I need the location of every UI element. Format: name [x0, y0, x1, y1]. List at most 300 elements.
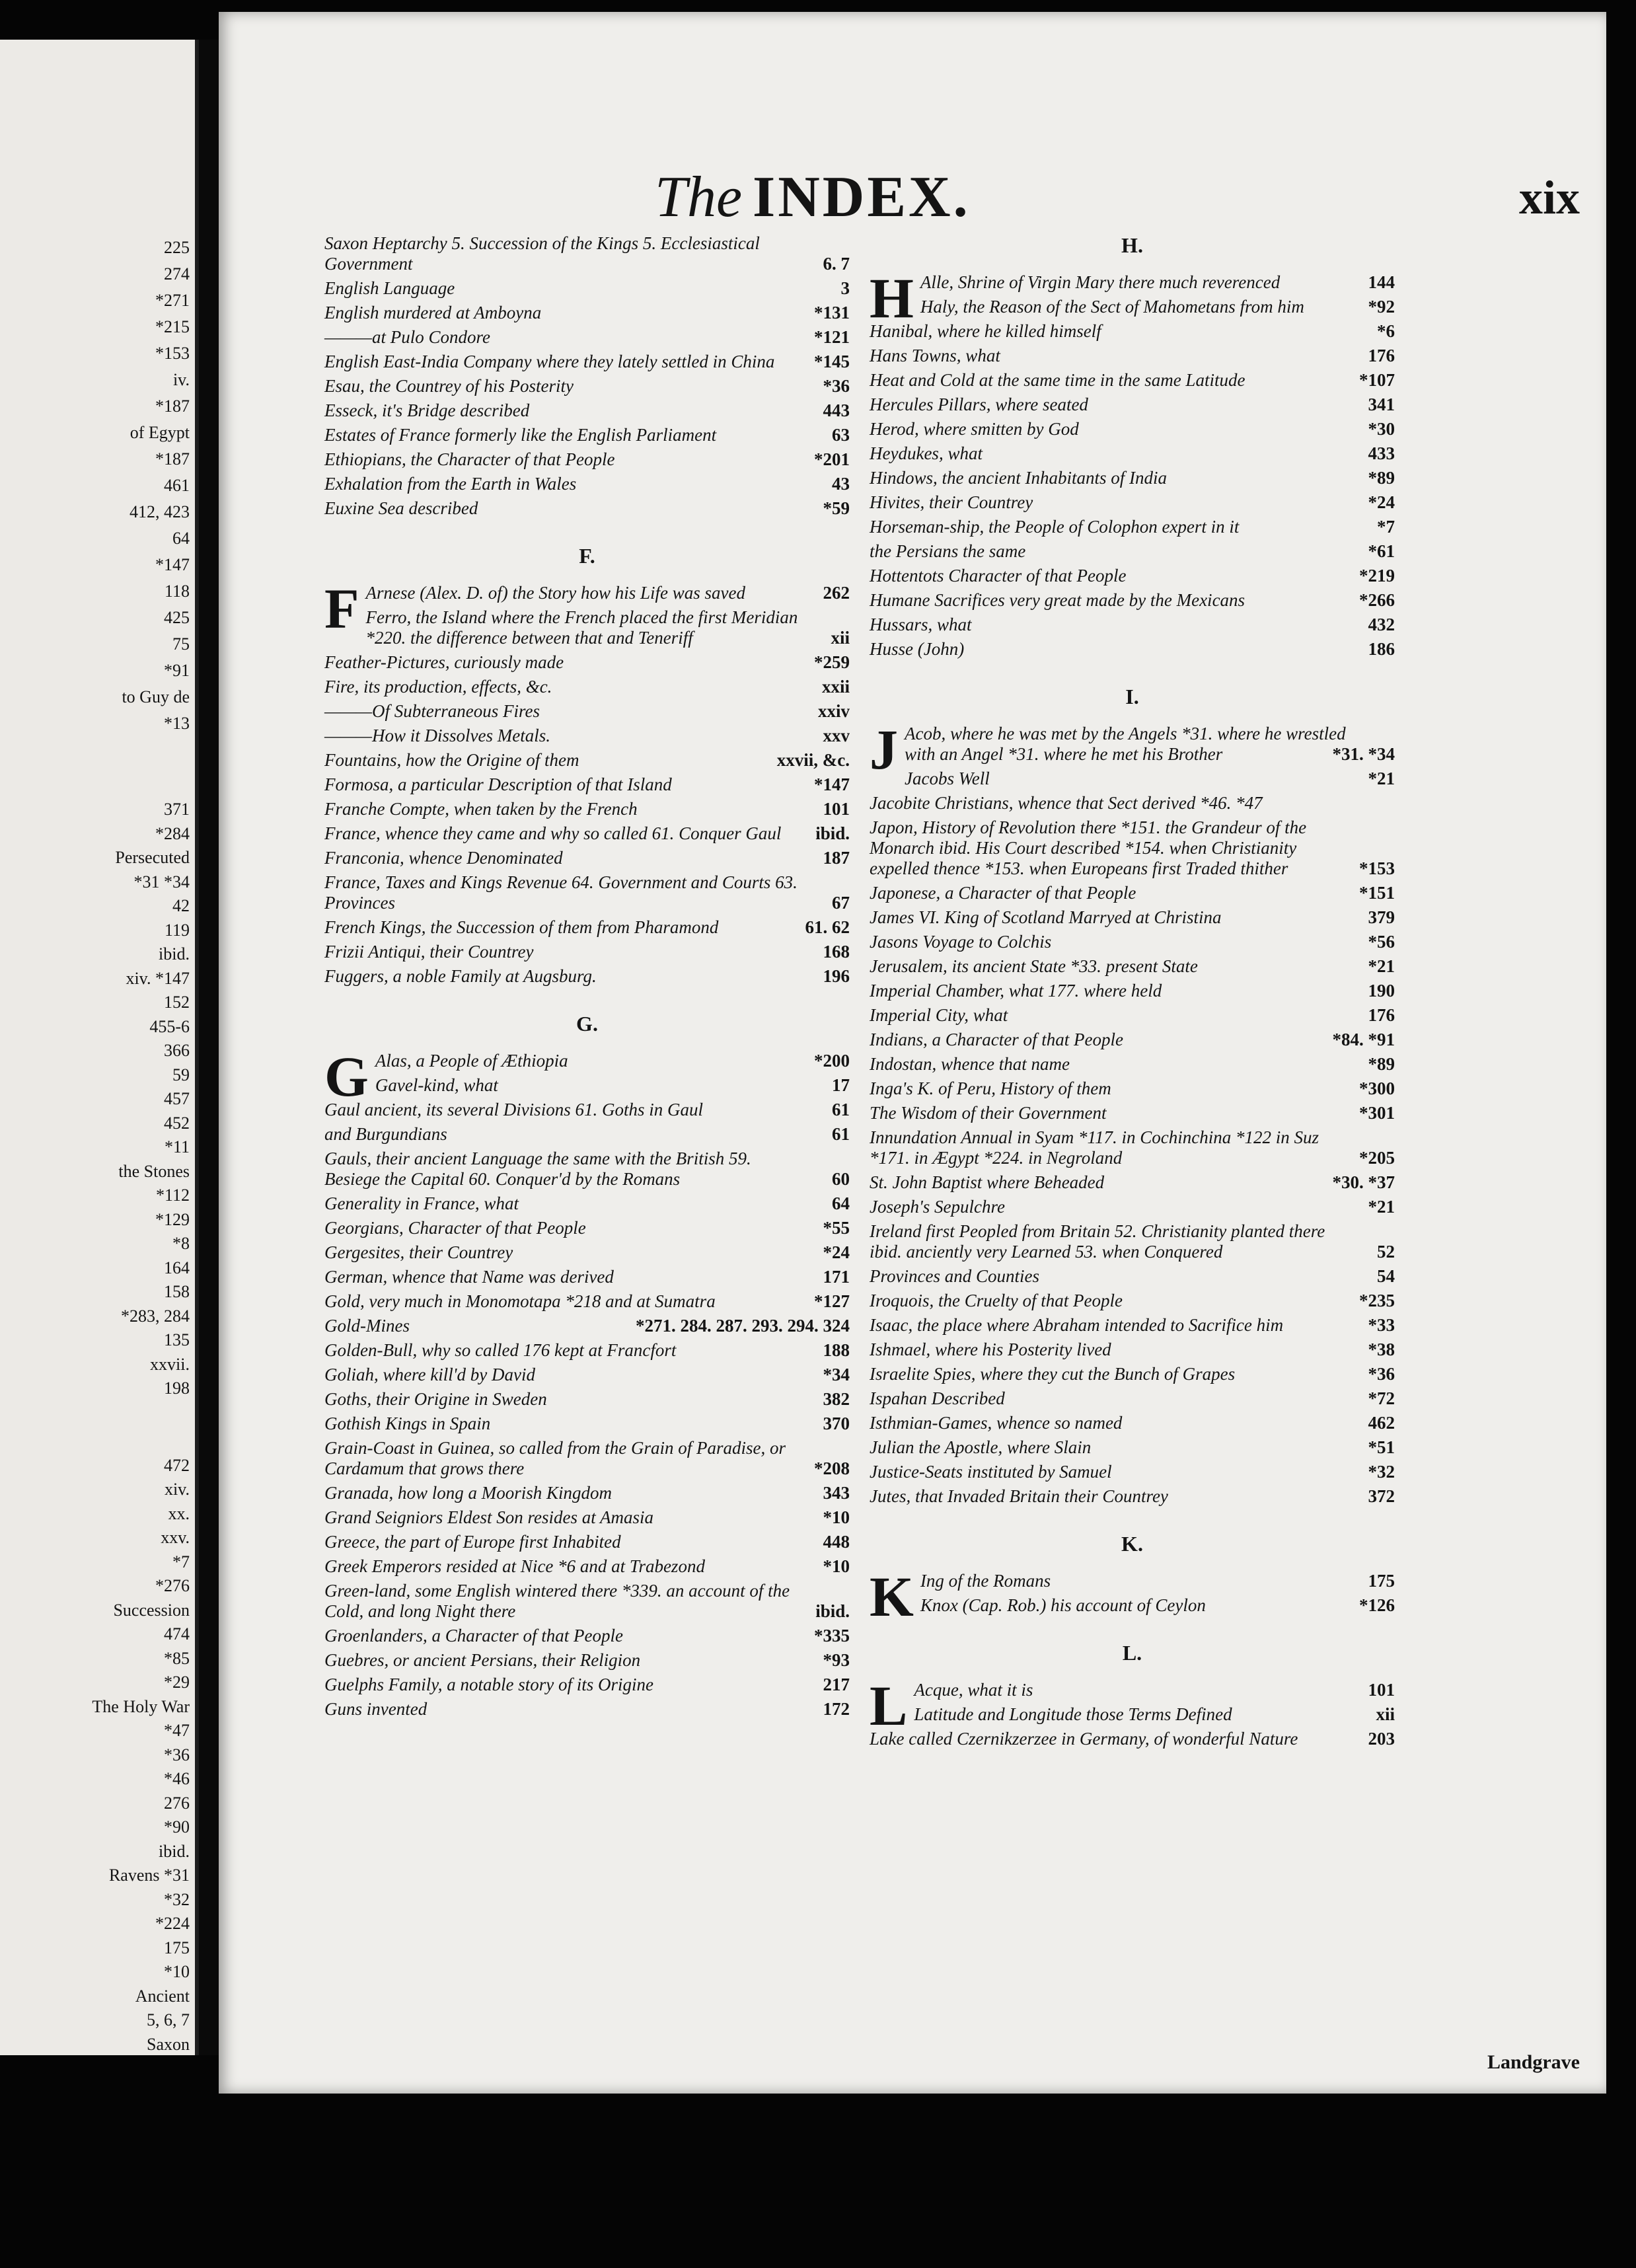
index-entry	[870, 1266, 1395, 1287]
entry-text: Fuggers, a noble Family at Augsburg.	[324, 966, 597, 986]
entry-page-ref: *200	[814, 1051, 850, 1071]
entry-text: Exhalation from the Earth in Wales	[324, 474, 577, 494]
index-entry	[324, 607, 850, 648]
entry-page-ref: *10	[823, 1507, 850, 1527]
index-entry	[870, 590, 1395, 611]
entry-page-ref: ibid.	[815, 1601, 850, 1621]
index-entry	[324, 1675, 850, 1695]
index-column-right	[870, 233, 1395, 1753]
index-entry	[870, 1172, 1395, 1193]
index-entry	[870, 1595, 1395, 1616]
index-entry	[324, 652, 850, 673]
entry-text: Indians, a Character of that People	[870, 1030, 1123, 1049]
entry-page-ref: xxv	[823, 726, 850, 745]
index-entry	[870, 1729, 1395, 1749]
facing-page-text: *112	[155, 1186, 190, 1205]
entry-page-ref: *92	[1368, 297, 1395, 317]
index-entry	[870, 517, 1395, 537]
index-entry	[324, 799, 850, 819]
entry-text: Jasons Voyage to Colchis	[870, 932, 1052, 952]
entry-text: Indostan, whence that name	[870, 1054, 1070, 1074]
entry-page-ref: *151	[1359, 883, 1395, 903]
entry-text: Grand Seigniors Eldest Son resides at Amasia	[324, 1507, 653, 1527]
index-entry	[870, 1340, 1395, 1360]
entry-page-ref: 17	[832, 1075, 850, 1095]
index-entry	[870, 883, 1395, 903]
entry-page-ref: *21	[1368, 1197, 1395, 1217]
facing-page-text: *283, 284	[121, 1306, 190, 1326]
index-entry	[870, 1054, 1395, 1075]
facing-page-text: 175	[164, 1938, 190, 1957]
entry-text: Ing of the Romans	[920, 1571, 1051, 1591]
entry-page-ref: *24	[823, 1242, 850, 1262]
entry-page-ref: *300	[1359, 1078, 1395, 1098]
entry-text: Hanibal, where he killed himself	[870, 321, 1101, 341]
index-entry	[870, 793, 1395, 813]
entry-page-ref: 171	[823, 1267, 850, 1287]
entry-page-ref: *266	[1359, 590, 1395, 610]
entry-text: Isaac, the place where Abraham intended to Sacrifice him	[870, 1315, 1284, 1335]
facing-page-text: Ravens *31	[108, 1866, 190, 1885]
entry-page-ref: *301	[1359, 1103, 1395, 1123]
entry-text: Heydukes, what	[870, 443, 983, 463]
facing-page-text: 118	[164, 582, 190, 601]
entry-text: Ispahan Described	[870, 1388, 1005, 1408]
entry-page-ref: *84. *91	[1332, 1030, 1395, 1049]
entry-page-ref: 341	[1368, 395, 1395, 414]
index-entry	[324, 1291, 850, 1312]
entry-text: The Wisdom of their Government	[870, 1103, 1107, 1123]
index-entry	[870, 1364, 1395, 1384]
entry-page-ref: 372	[1368, 1486, 1395, 1506]
entry-page-ref: *208	[814, 1458, 850, 1478]
entry-page-ref: 262	[823, 583, 850, 603]
facing-page-text: *29	[164, 1673, 190, 1692]
entry-text: Estates of France formerly like the English Parliament	[324, 425, 717, 445]
facing-page-text: *147	[155, 555, 190, 574]
entry-text: Ferro, the Island where the French placed the first Meridian *220. the difference between that and Teneriff	[365, 607, 798, 648]
entry-page-ref: 61	[832, 1124, 850, 1144]
drop-cap: J	[870, 718, 898, 781]
entry-text: Arnese (Alex. D. of) the Story how his Life was saved	[365, 583, 745, 603]
entry-text: Greece, the part of Europe first Inhabited	[324, 1532, 621, 1552]
entry-page-ref: 443	[823, 400, 850, 420]
entry-text: Groenlanders, a Character of that People	[324, 1626, 623, 1645]
entry-text: Gothish Kings in Spain	[324, 1414, 491, 1433]
entry-page-ref: 63	[832, 425, 850, 445]
entry-page-ref: ibid.	[815, 823, 850, 843]
entry-page-ref: 3	[840, 278, 850, 298]
entry-text: Joseph's Sepulchre	[870, 1197, 1005, 1217]
entry-page-ref: *55	[823, 1218, 850, 1238]
entry-text: and Burgundians	[324, 1124, 447, 1144]
index-entry	[324, 1242, 850, 1263]
entry-text: Saxon Heptarchy 5. Succession of the Kings 5. Ecclesiastical Government	[324, 233, 760, 274]
index-entry	[870, 492, 1395, 513]
letter-heading-l: L.	[1122, 1641, 1142, 1665]
index-entry	[870, 639, 1395, 660]
entry-page-ref: 67	[832, 893, 850, 913]
entry-page-ref: *259	[814, 652, 850, 672]
entry-page-ref: xxii	[821, 677, 850, 697]
facing-page-text: *32	[164, 1889, 190, 1909]
index-entry	[870, 468, 1395, 488]
index-entry	[870, 1197, 1395, 1217]
index-entry	[324, 1650, 850, 1671]
facing-page-text: *153	[155, 344, 190, 363]
entry-text: Husse (John)	[870, 639, 965, 659]
index-entry	[870, 1462, 1395, 1482]
index-entry	[324, 872, 850, 913]
entry-page-ref: 172	[823, 1699, 850, 1719]
facing-page-text: *215	[155, 317, 190, 336]
entry-page-ref: 61. 62	[805, 917, 850, 937]
index-entry	[324, 425, 850, 445]
entry-text: Iroquois, the Cruelty of that People	[870, 1291, 1123, 1310]
entry-text: Formosa, a particular Description of that Island	[324, 775, 672, 794]
entry-page-ref: *271. 284. 287. 293. 294. 324	[636, 1316, 850, 1336]
entry-text: Gaul ancient, its several Divisions 61. Goths in Gaul	[324, 1100, 703, 1119]
letter-heading-g: G.	[576, 1012, 598, 1036]
entry-page-ref: *121	[814, 327, 850, 347]
index-entry	[870, 932, 1395, 952]
entry-page-ref: xii	[831, 628, 850, 648]
facing-page-text: Succession	[113, 1600, 190, 1620]
entry-text: Goths, their Origine in Sweden	[324, 1389, 547, 1409]
entry-page-ref: *131	[814, 303, 850, 322]
index-entry	[324, 400, 850, 421]
index-entry	[324, 1365, 850, 1385]
entry-text: Jacobite Christians, whence that Sect derived *46. *47	[870, 793, 1263, 813]
entry-page-ref: *147	[814, 775, 850, 794]
facing-page-text: xiv.	[164, 1480, 190, 1499]
entry-text: Goliah, where kill'd by David	[324, 1365, 535, 1384]
entry-text: Ethiopians, the Character of that People	[324, 449, 615, 469]
entry-text: Knox (Cap. Rob.) his account of Ceylon	[920, 1595, 1206, 1615]
entry-text: Franche Compte, when taken by the French	[324, 799, 638, 819]
index-entry	[324, 677, 850, 697]
index-entry	[324, 1389, 850, 1410]
index-entry	[324, 1483, 850, 1503]
entry-text: ———at Pulo Condore	[324, 327, 491, 347]
index-entry	[870, 1005, 1395, 1026]
index-entry	[324, 726, 850, 746]
entry-text: Guns invented	[324, 1699, 428, 1719]
catchword: Landgrave	[1487, 2051, 1580, 2073]
facing-page-text: iv.	[172, 370, 190, 389]
entry-text: Generality in France, what	[324, 1193, 519, 1213]
index-entry	[870, 1030, 1395, 1050]
entry-text: Fire, its production, effects, &c.	[324, 677, 552, 697]
facing-page-text: *129	[155, 1209, 190, 1229]
entry-text: Innundation Annual in Syam *117. in Cochinchina *122 in Suz *171. in Ægypt *224. in Negroland	[870, 1127, 1319, 1168]
letter-heading-f: F.	[579, 544, 595, 568]
entry-text: St. John Baptist where Beheaded	[870, 1172, 1105, 1192]
entry-text: Jerusalem, its ancient State *33. present State	[870, 956, 1198, 976]
entry-page-ref: *89	[1368, 1054, 1395, 1074]
letter-heading-k: K.	[1121, 1532, 1143, 1556]
index-entry	[324, 1218, 850, 1238]
entry-page-ref: 52	[1377, 1242, 1395, 1262]
entry-page-ref: 379	[1368, 907, 1395, 927]
facing-page-text: 371	[164, 800, 190, 819]
facing-page-text: 474	[164, 1624, 190, 1644]
entry-page-ref: *7	[1377, 517, 1395, 537]
facing-page-text: 158	[164, 1282, 190, 1301]
facing-page-text: *187	[155, 449, 190, 469]
entry-text: English murdered at Amboyna	[324, 303, 542, 322]
entry-text: Guebres, or ancient Persians, their Religion	[324, 1650, 641, 1670]
facing-page-text: Ancient	[135, 1986, 190, 2006]
entry-page-ref: 448	[823, 1532, 850, 1552]
entry-text: Gold-Mines	[324, 1316, 410, 1336]
index-entry	[870, 370, 1395, 391]
entry-text: Inga's K. of Peru, History of them	[870, 1078, 1111, 1098]
entry-page-ref: 196	[823, 966, 850, 986]
index-entry	[870, 817, 1395, 879]
entry-page-ref: *61	[1368, 541, 1395, 561]
entry-page-ref: *107	[1359, 370, 1395, 390]
entry-page-ref: *21	[1368, 769, 1395, 788]
facing-page-fragment	[0, 40, 199, 2055]
facing-page-text: *90	[164, 1817, 190, 1836]
entry-page-ref: *21	[1368, 956, 1395, 976]
entry-text: Hans Towns, what	[870, 346, 1000, 365]
facing-page-text: 64	[172, 529, 190, 548]
index-entry	[870, 1413, 1395, 1433]
index-entry	[324, 327, 850, 348]
index-entry	[870, 419, 1395, 439]
index-entry	[870, 1291, 1395, 1311]
page-number: xix	[1518, 171, 1580, 224]
facing-page-text: the Stones	[118, 1161, 190, 1181]
entry-page-ref: 101	[1368, 1680, 1395, 1700]
facing-page-text: 5, 6, 7	[147, 2010, 190, 2029]
index-entry	[870, 346, 1395, 366]
entry-text: Esseck, it's Bridge described	[324, 400, 530, 420]
entry-page-ref: xxvii, &c.	[776, 750, 850, 770]
index-entry	[324, 750, 850, 771]
facing-page-text: *47	[164, 1721, 190, 1740]
entry-page-ref: 176	[1368, 1005, 1395, 1025]
drop-cap: L	[870, 1674, 908, 1737]
index-entry	[870, 1704, 1395, 1725]
entry-text: Ishmael, where his Posterity lived	[870, 1340, 1111, 1359]
entry-text: Hercules Pillars, where seated	[870, 395, 1088, 414]
entry-text: Hivites, their Countrey	[870, 492, 1033, 512]
entry-page-ref: *127	[814, 1291, 850, 1311]
facing-page-text: *46	[164, 1769, 190, 1788]
entry-page-ref: *36	[1368, 1364, 1395, 1384]
facing-page-text: 198	[164, 1379, 190, 1398]
entry-page-ref: *201	[814, 449, 850, 469]
entry-page-ref: *205	[1359, 1148, 1395, 1168]
entry-text: Jacobs Well	[905, 769, 990, 788]
index-entry	[870, 956, 1395, 977]
entry-text: James VI. King of Scotland Marryed at Christina	[870, 907, 1222, 927]
facing-page-text: *36	[164, 1745, 190, 1764]
facing-page-text: *224	[155, 1914, 190, 1933]
facing-page-text: xxvii.	[150, 1354, 190, 1374]
entry-text: Golden-Bull, why so called 176 kept at Francfort	[324, 1340, 677, 1360]
entry-text: Euxine Sea described	[324, 498, 478, 518]
entry-text: Hindows, the ancient Inhabitants of India	[870, 468, 1167, 488]
entry-page-ref: 144	[1368, 272, 1395, 292]
facing-page-text: *7	[172, 1552, 190, 1571]
entry-page-ref: *32	[1368, 1462, 1395, 1482]
facing-page-text: *91	[164, 661, 190, 680]
facing-page-text: xx.	[168, 1503, 190, 1523]
entry-page-ref: 203	[1368, 1729, 1395, 1749]
index-entry	[870, 1315, 1395, 1336]
entries-f	[324, 577, 850, 987]
index-page	[219, 12, 1606, 2094]
entry-text: Frizii Antiqui, their Countrey	[324, 942, 534, 962]
entry-text: French Kings, the Succession of them from Pharamond	[324, 917, 719, 937]
entry-text: English Language	[324, 278, 455, 298]
entry-text: Acque, what it is	[914, 1680, 1033, 1700]
entry-text: France, Taxes and Kings Revenue 64. Government and Courts 63. Provinces	[324, 872, 798, 913]
index-entry	[324, 848, 850, 868]
entry-text: ———How it Dissolves Metals.	[324, 726, 551, 745]
entry-page-ref: *10	[823, 1556, 850, 1576]
index-entry	[870, 1221, 1395, 1262]
index-entry	[324, 1267, 850, 1287]
entry-page-ref: 462	[1368, 1413, 1395, 1433]
entry-text: the Persians the same	[870, 541, 1026, 561]
entry-page-ref: *335	[814, 1626, 850, 1645]
entry-text: Franconia, whence Denominated	[324, 848, 563, 868]
entries-h	[870, 266, 1395, 660]
entry-page-ref: 432	[1368, 615, 1395, 634]
entry-text: Gauls, their ancient Language the same with the British 59. Besiege the Capital 60. Conquer'd by the Romans	[324, 1149, 751, 1189]
index-entry	[324, 233, 850, 274]
entry-text: Heat and Cold at the same time in the same Latitude	[870, 370, 1246, 390]
facing-page-text: 152	[164, 993, 190, 1012]
entry-text: Japonese, a Character of that People	[870, 883, 1136, 903]
index-entry	[324, 1149, 850, 1190]
entry-page-ref: 64	[832, 1193, 850, 1213]
letter-heading-i: I.	[1125, 685, 1139, 708]
entry-page-ref: 382	[823, 1389, 850, 1409]
entry-page-ref: *30. *37	[1332, 1172, 1395, 1192]
index-entry	[324, 1414, 850, 1434]
facing-page-text: 472	[164, 1455, 190, 1475]
entry-text: Grain-Coast in Guinea, so called from the Grain of Paradise, or Cardamum that grows there	[324, 1438, 786, 1478]
entry-text: Granada, how long a Moorish Kingdom	[324, 1483, 613, 1503]
index-entry	[870, 1486, 1395, 1507]
facing-page-text: The Holy War	[92, 1696, 190, 1716]
entry-page-ref: 168	[823, 942, 850, 962]
facing-page-text: *11	[164, 1137, 190, 1156]
facing-page-text: 457	[164, 1089, 190, 1108]
index-column-left	[324, 233, 850, 1723]
entry-page-ref: 43	[832, 474, 850, 494]
facing-page-text: Saxon	[147, 2034, 190, 2054]
entry-text: Jutes, that Invaded Britain their Countrey	[870, 1486, 1168, 1506]
facing-page-text: 276	[164, 1793, 190, 1813]
facing-page-text: 135	[164, 1330, 190, 1349]
index-entry	[324, 1124, 850, 1145]
drop-cap: K	[870, 1565, 914, 1628]
entry-text: Fountains, how the Origine of them	[324, 750, 579, 770]
entry-text: Provinces and Counties	[870, 1266, 1039, 1286]
entry-page-ref: *51	[1368, 1437, 1395, 1457]
index-entry	[324, 278, 850, 299]
entry-text: Guelphs Family, a notable story of its Origine	[324, 1675, 653, 1694]
drop-cap: H	[870, 266, 914, 330]
index-entry	[870, 907, 1395, 928]
entry-text: Lake called Czernikzerzee in Germany, of wonderful Nature	[870, 1729, 1298, 1749]
entry-text: Haly, the Reason of the Sect of Mahometans from him	[920, 297, 1304, 317]
index-entry	[324, 917, 850, 938]
facing-page-text: 461	[164, 476, 190, 495]
entry-page-ref: *33	[1368, 1315, 1395, 1335]
facing-page-text: *85	[164, 1648, 190, 1668]
entry-page-ref: 176	[1368, 346, 1395, 365]
facing-page-text: 42	[172, 896, 190, 915]
entry-page-ref: *153	[1359, 858, 1395, 878]
index-entry	[324, 1699, 850, 1720]
index-entry	[324, 966, 850, 987]
facing-page-text: Persecuted	[115, 848, 190, 867]
entry-page-ref: xxiv	[817, 701, 850, 721]
entry-text: German, whence that Name was derived	[324, 1267, 614, 1287]
entry-page-ref: 6. 7	[823, 254, 850, 274]
index-entry	[870, 541, 1395, 562]
index-entry	[870, 1437, 1395, 1458]
entry-page-ref: 60	[832, 1169, 850, 1189]
entry-text: France, whence they came and why so called 61. Conquer Gaul	[324, 823, 782, 843]
index-entry	[870, 297, 1395, 317]
entry-page-ref: 343	[823, 1483, 850, 1503]
entry-text: Israelite Spies, where they cut the Bunch of Grapes	[870, 1364, 1236, 1384]
entry-page-ref: 433	[1368, 443, 1395, 463]
facing-page-text: 164	[164, 1258, 190, 1277]
index-entry	[870, 769, 1395, 789]
entry-page-ref: *126	[1359, 1595, 1395, 1615]
entry-page-ref: 187	[823, 848, 850, 868]
facing-page-text: *187	[155, 397, 190, 416]
index-entry	[324, 376, 850, 397]
entry-text: Gold, very much in Monomotapa *218 and at Sumatra	[324, 1291, 716, 1311]
index-entry	[870, 395, 1395, 415]
entry-page-ref: 186	[1368, 639, 1395, 659]
page-header	[219, 157, 1606, 230]
facing-page-text: ibid.	[159, 944, 190, 964]
facing-page-text: 452	[164, 1113, 190, 1133]
entry-text: Esau, the Countrey of his Posterity	[324, 376, 574, 396]
entry-text: Acob, where he was met by the Angels *31. where he wrestled with an Angel *31. where he met his Brother	[905, 724, 1346, 764]
letter-heading-h: H.	[1121, 233, 1143, 257]
entry-page-ref: 61	[832, 1100, 850, 1119]
entry-text: Humane Sacrifices very great made by the Mexicans	[870, 590, 1246, 610]
entry-text: English East-India Company where they lately settled in China	[324, 352, 775, 371]
entry-page-ref: *59	[823, 498, 850, 518]
index-entry	[324, 942, 850, 962]
entry-text: Ireland first Peopled from Britain 52. Christianity planted there ibid. anciently very Learned 53. when Conquered	[870, 1221, 1325, 1262]
entry-text: Isthmian-Games, whence so named	[870, 1413, 1123, 1433]
index-entry	[324, 1507, 850, 1528]
index-entry	[870, 1127, 1395, 1168]
index-entry	[870, 443, 1395, 464]
entries-e	[324, 233, 850, 519]
index-entry	[324, 1193, 850, 1214]
index-entry	[324, 1075, 850, 1096]
facing-page-text: 119	[164, 920, 190, 940]
facing-page-text: xxv.	[161, 1528, 190, 1547]
entry-page-ref: *31. *34	[1332, 744, 1395, 764]
